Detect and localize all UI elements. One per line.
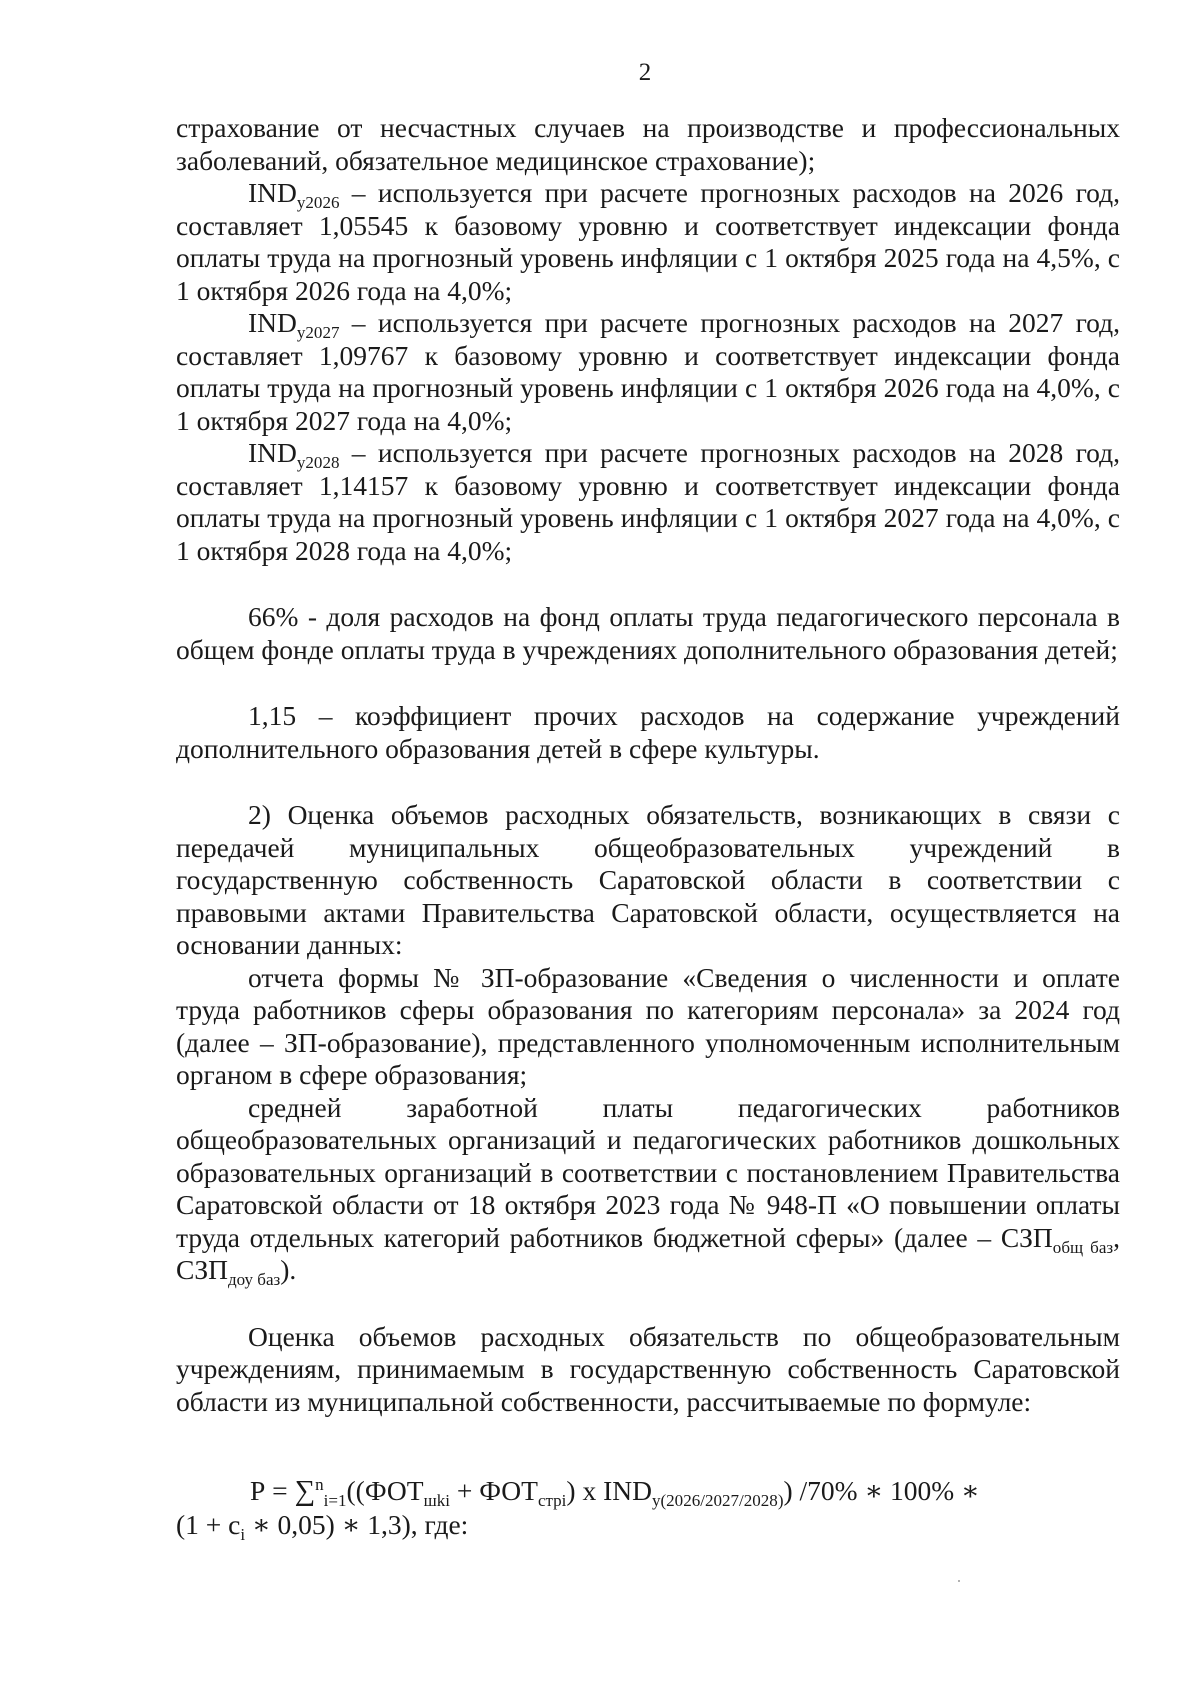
paragraph-insurance-end: страхование от несчастных случаев на производстве и профессиональных заболеваний, обязательное медицинское страхование);: [176, 112, 1120, 176]
formula-line2-end: ∗ 0,05) ∗ 1,3), где:: [245, 1509, 469, 1540]
ind-symbol: IND: [248, 437, 297, 468]
ind-symbol: IND: [248, 177, 297, 208]
formula-ind-symbol: IND: [603, 1475, 652, 1506]
paragraph-average-salary: [176, 1092, 1120, 1287]
ind-description: – используется при расчете прогнозных расходов на 2026 год, составляет 1,05545 к базовому уровню и соответствует индексации фонда оплаты труда на прогнозный уровень инфляции с 1 октября 2025 года на 4,5%, с 1 октября 2026 года на 4,0%;: [176, 177, 1120, 306]
formula-ci-subscript: i: [240, 1524, 246, 1544]
szp-preschool-symbol: СЗП: [176, 1254, 228, 1285]
fot-struct-subscript: стрi: [537, 1490, 567, 1510]
formula-line2-start: (1 + c: [176, 1509, 241, 1540]
formula: [176, 1474, 1120, 1542]
formula-plus: +: [449, 1475, 480, 1506]
paragraph-ind-2026: [176, 177, 1120, 307]
formula-lhs: Р =: [250, 1475, 295, 1506]
formula-open-paren: ((: [346, 1475, 365, 1506]
scan-speck: [958, 1580, 960, 1582]
document-body: [176, 112, 1120, 1418]
ind-description: – используется при расчете прогнозных расходов на 2028 год, составляет 1,14157 к базовому уровню и соответствует индексации фонда оплаты труда на прогнозный уровень инфляции с 1 октября 2027 года на 4,0%, с 1 октября 2028 года на 4,0%;: [176, 437, 1120, 566]
salary-text-end: ).: [280, 1254, 297, 1285]
szp-preschool-subscript: доу баз: [227, 1269, 281, 1289]
formula-close-times: ) x: [566, 1475, 604, 1506]
separator: ,: [1113, 1221, 1120, 1253]
ind-subscript: y2026: [296, 192, 340, 212]
sum-symbol: ∑: [294, 1475, 316, 1507]
sum-lower-limit: i=1: [323, 1490, 347, 1510]
fot-struct-symbol: ФОТ: [479, 1475, 538, 1506]
paragraph-ind-2027: [176, 307, 1120, 437]
ind-subscript: y2028: [296, 452, 340, 472]
formula-rest: ) /70% ∗ 100% ∗: [783, 1475, 980, 1506]
fot-school-subscript: шki: [423, 1490, 450, 1510]
formula-ind-subscript: y(2026/2027/2028): [651, 1490, 784, 1510]
page-number: 2: [638, 59, 652, 86]
formula-line-2: [176, 1508, 1120, 1542]
sum-upper-limit: n: [315, 1474, 324, 1494]
paragraph-share-66: 66% - доля расходов на фонд оплаты труда педагогического персонала в общем фонде оплаты труда в учреждениях дополнительного образования детей;: [176, 601, 1120, 665]
paragraph-ind-2028: [176, 437, 1120, 567]
paragraph-report-form: отчета формы № ЗП-образование «Сведения о численности и оплате труда работников сферы образования по категориям персонала» за 2024 год (далее – ЗП-образование), представленного уполномоченным исполнительным органом в сфере образования;: [176, 961, 1120, 1090]
ind-symbol: IND: [248, 307, 297, 338]
fot-school-symbol: ФОТ: [364, 1475, 424, 1506]
ind-subscript: y2027: [296, 322, 340, 342]
paragraph-coefficient-115: 1,15 – коэффициент прочих расходов на содержание учреждений дополнительного образования детей в сфере культуры.: [176, 700, 1120, 764]
salary-text: средней заработной платы педагогических работников общеобразовательных организаций и педагогических работников дошкольных образовательных организаций в соответствии с постановлением Правительства Саратовской области от 18 октября 2023 года № 948-П «О повышении оплаты труда отдельных категорий работников бюджетной сферы» (далее –: [176, 1091, 1120, 1253]
szp-general-subscript: общ баз: [1052, 1237, 1114, 1257]
paragraph-section-2-intro: 2) Оценка объемов расходных обязательств, возникающих в связи с передачей муниципальных общеобразовательных учреждений в государственную собственность Саратовской области в соответствии с правовыми актами Правительства Саратовской области, осуществляется на основании данных:: [176, 799, 1120, 960]
paragraph-estimate-formula-intro: Оценка объемов расходных обязательств по общеобразовательным учреждениям, принимаемым в государственную собственность Саратовской области из муниципальной собственности, рассчитываемые по формуле:: [176, 1320, 1120, 1417]
ind-description: – используется при расчете прогнозных расходов на 2027 год, составляет 1,09767 к базовому уровню и соответствует индексации фонда оплаты труда на прогнозный уровень инфляции с 1 октября 2026 года на 4,0%, с 1 октября 2027 года на 4,0%;: [176, 307, 1120, 436]
formula-line-1: [176, 1474, 1120, 1508]
szp-general-symbol: СЗП: [1000, 1221, 1053, 1253]
